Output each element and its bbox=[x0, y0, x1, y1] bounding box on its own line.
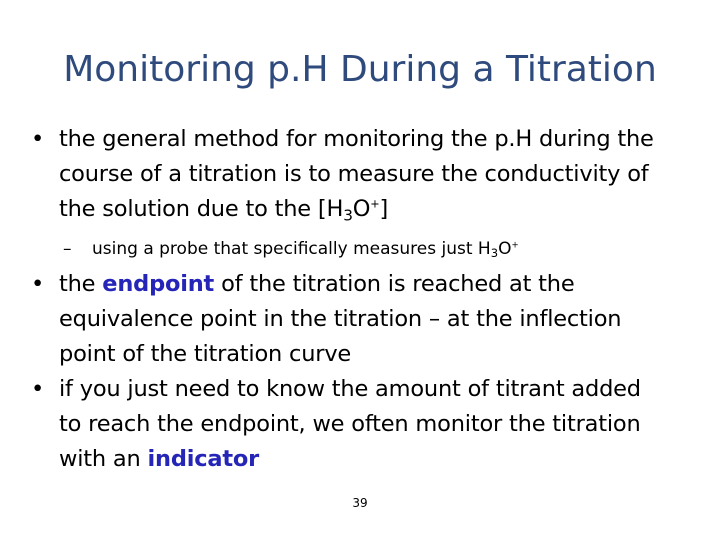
bullet-line: to reach the endpoint, we often monitor the titration bbox=[59, 411, 641, 437]
superscript-plus: + bbox=[370, 197, 380, 211]
bullet-marker: • bbox=[31, 271, 45, 297]
oxygen-symbol: O bbox=[352, 196, 371, 222]
subscript-3: 3 bbox=[490, 246, 499, 261]
sub-bullet-text: using a probe that specifically measures just H bbox=[92, 239, 491, 259]
endpoint-term: endpoint bbox=[102, 271, 215, 297]
bullet-text: of the titration is reached at the bbox=[214, 271, 575, 297]
bullet-line: point of the titration curve bbox=[59, 341, 352, 367]
page-number: 39 bbox=[352, 496, 368, 510]
oxygen-symbol: O bbox=[498, 239, 512, 259]
bullet-marker: • bbox=[31, 376, 45, 402]
bullet-line: equivalence point in the titration – at the inflection bbox=[59, 306, 622, 332]
bullet-marker: • bbox=[31, 126, 45, 152]
subscript-3: 3 bbox=[343, 206, 353, 225]
slide-body bbox=[30, 120, 690, 477]
bullet-line: if you just need to know the amount of titrant added bbox=[59, 376, 641, 402]
bullet-general-method bbox=[30, 122, 690, 227]
indicator-term: indicator bbox=[147, 446, 260, 472]
bullet-text: with an bbox=[59, 446, 148, 472]
slide-title: Monitoring p.H During a Titration bbox=[63, 49, 657, 90]
closing-bracket: ] bbox=[379, 196, 389, 222]
bullet-line: course of a titration is to measure the conductivity of bbox=[59, 161, 649, 187]
bullet-text: the bbox=[59, 271, 103, 297]
sub-bullet-probe bbox=[59, 235, 690, 263]
bullet-line: the general method for monitoring the p.H during the bbox=[59, 126, 654, 152]
bullet-line: the solution due to the [H bbox=[59, 196, 344, 222]
superscript-plus: + bbox=[511, 240, 519, 251]
sub-bullet-marker: – bbox=[63, 239, 72, 259]
bullet-endpoint bbox=[30, 267, 690, 372]
bullet-indicator bbox=[30, 372, 690, 477]
